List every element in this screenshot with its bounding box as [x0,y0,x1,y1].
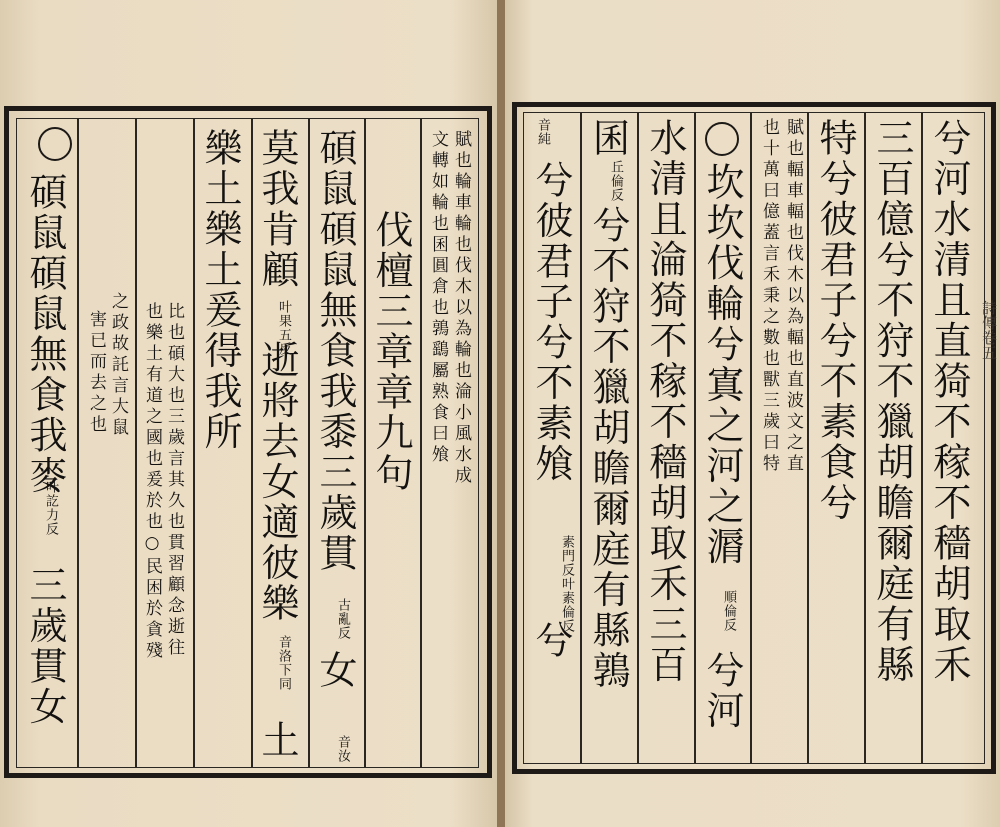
column-rule [135,119,137,767]
commentary-line: 也十萬曰億蓋言禾秉之數也獸三歲曰特 [759,118,779,475]
column-rule [77,119,79,767]
pronunciation-note: 叶果五反 [276,300,291,356]
column-rule [251,119,253,767]
column-rule [580,113,582,763]
main-text-column: 坎坎伐輪兮寘之河之漘 [700,162,744,567]
commentary-line: 害已而去之也 [86,310,106,436]
main-text-column: 三歲貫女 [23,565,67,727]
section-circle-mark [38,127,72,161]
column-rule [364,119,366,767]
main-text-column: 女 [313,650,357,691]
main-text-column: 土 [255,720,299,761]
column-rule [420,119,422,767]
column-rule [308,119,310,767]
main-text-column: 兮河水清且直猗不稼不穡胡取禾 [927,118,971,685]
book-gutter [497,0,505,827]
commentary-line: 賦也輻車輻也伐木以為輻也直波文之直 [783,118,803,475]
margin-title: 詩傳卷五 [980,300,998,360]
column-rule [193,119,195,767]
commentary-line: 賦也輪車輪也伐木以為輪也淪小風水成 [451,130,471,487]
column-rule [694,113,696,763]
main-text-column: 特兮彼君子兮不素食兮 [813,118,857,523]
main-text-column: 碩鼠碩鼠無食我黍三歲貫 [313,128,357,574]
main-text-column: 兮彼君子兮不素飧 [529,160,573,484]
column-rule [921,113,923,763]
commentary-line: 之政故託言大鼠 [108,292,128,439]
pronunciation-note: 丘倫反 [608,160,623,202]
main-text-column: 樂土樂土爰得我所 [198,128,242,452]
pronunciation-note: 順倫反 [721,590,736,632]
column-rule [807,113,809,763]
main-text-column: 兮河 [700,650,744,731]
pronunciation-note: 素門反叶素倫反 [559,535,574,633]
column-rule [864,113,866,763]
main-text-column: 莫我肯顧 [255,128,299,290]
main-text-column: 兮不狩不獵胡瞻爾庭有縣鶉 [586,205,630,691]
column-rule [637,113,639,763]
main-text-column: 兮 [529,620,573,661]
chapter-heading: 伐檀三章章九句 [369,210,413,494]
pronunciation-note: 音洛下同 [276,635,291,691]
pronunciation-note: 音純 [535,118,550,146]
commentary-line: 比也碩大也三歲言其久也貫習顧念逝往 [164,302,184,659]
main-text-column: 逝將去女適彼樂 [255,340,299,624]
section-circle-mark [705,122,739,156]
main-text-column: 囷 [586,118,630,159]
main-text-column: 碩鼠碩鼠無食我麥 [23,172,67,496]
main-text-column: 水清且淪猗不稼不穡胡取禾三百 [643,118,687,685]
pronunciation-note: 古亂反 [335,598,350,640]
main-text-column: 三百億兮不狩不獵胡瞻爾庭有縣 [870,118,914,685]
pronunciation-note: 音汝 [335,735,350,763]
column-rule [750,113,752,763]
commentary-line: 文轉如輪也囷圓倉也鶉鷂屬熟食曰飧 [428,130,448,466]
commentary-line: 也樂土有道之國也爰於也○民困於貪殘 [142,302,162,662]
pronunciation-note: 叶訖力反 [43,480,58,536]
